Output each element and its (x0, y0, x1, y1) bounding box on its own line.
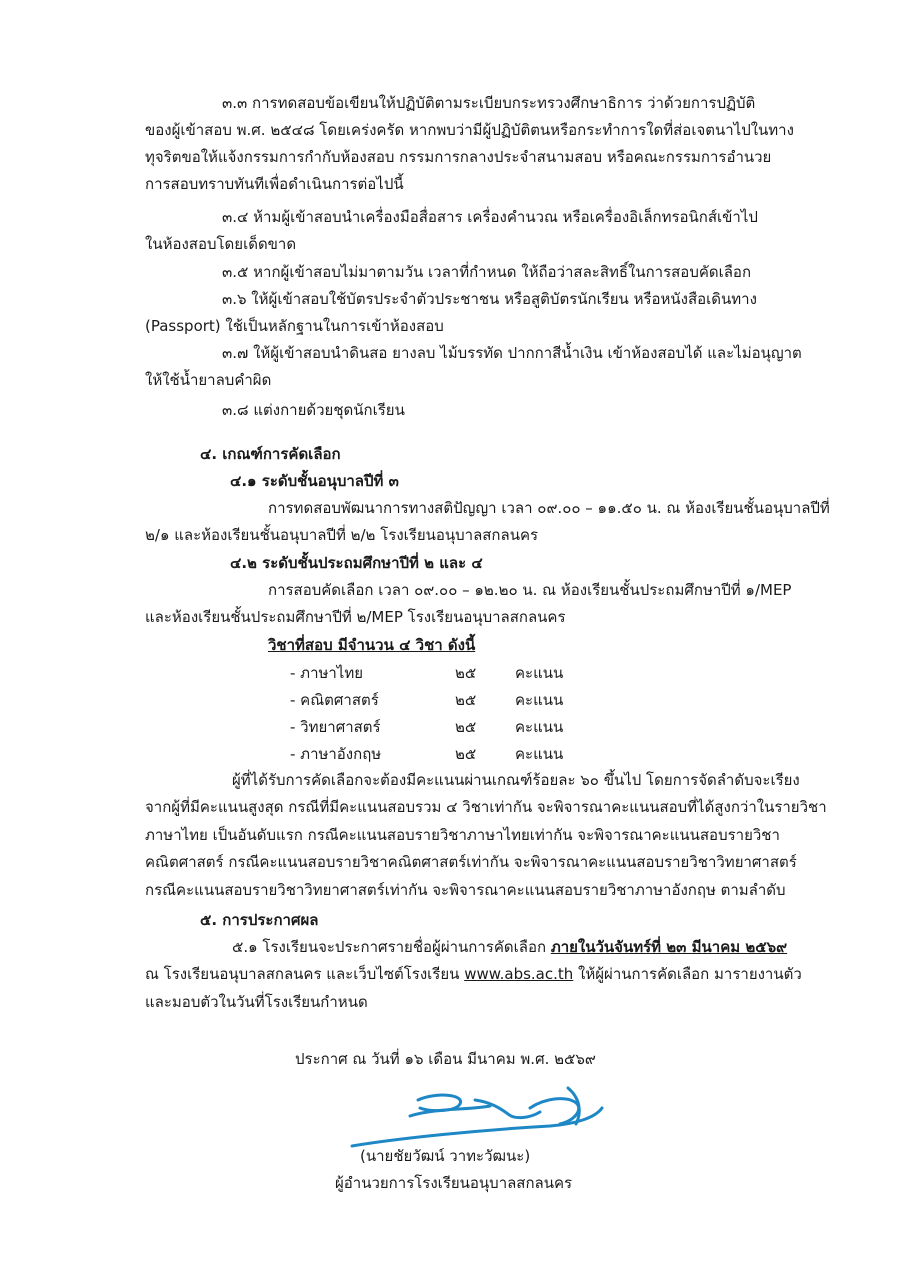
criteria-line-5: กรณีคะแนนสอบรายวิชาวิทยาศาสตร์เท่ากัน จะพิจารณาคะแนนสอบรายวิชาภาษาอังกฤษ ตามลำดับ (145, 881, 786, 899)
criteria-line-3: ภาษาไทย เป็นอันดับแรก กรณีคะแนนสอบรายวิชาภาษาไทยเท่ากัน จะพิจารณาคะแนนสอบรายวิชา (145, 826, 780, 844)
announce-date: ประกาศ ณ วันที่ ๑๖ เดือน มีนาคม พ.ศ. ๒๕๖๙ (295, 1050, 596, 1068)
item-3-5-line-1: ๓.๕ หากผู้เข้าสอบไม่มาตามวัน เวลาที่กำหนด ให้ถือว่าสละสิทธิ์ในการสอบคัดเลือก (222, 263, 752, 281)
item-3-3-line-3: ทุจริตขอให้แจ้งกรรมการกำกับห้องสอบ กรรมการกลางประจำสนามสอบ หรือคณะกรรมการอำนวย (145, 148, 772, 166)
subject-name: - วิทยาศาสตร์ (290, 718, 381, 736)
item-3-4-line-2: ในห้องสอบโดยเด็ดขาด (145, 235, 297, 253)
subject-score: ๒๕ (455, 664, 477, 682)
subject-score: ๒๕ (455, 691, 477, 709)
criteria-line-1: ผู้ที่ได้รับการคัดเลือกจะต้องมีคะแนนผ่านเกณฑ์ร้อยละ ๖๐ ขึ้นไป โดยการจัดลำดับจะเรียง (232, 771, 800, 789)
section-4-2-line-1: การสอบคัดเลือก เวลา ๐๙.๐๐ – ๑๒.๒๐ น. ณ ห้องเรียนชั้นประถมศึกษาปีที่ ๑/MEP (268, 581, 792, 599)
subject-score: ๒๕ (455, 718, 477, 736)
section-4-1-line-2: ๒/๑ และห้องเรียนชั้นอนุบาลปีที่ ๒/๒ โรงเรียนอนุบาลสกลนคร (145, 526, 539, 544)
subjects-list (290, 663, 590, 773)
signer-position: ผู้อำนวยการโรงเรียนอนุบาลสกลนคร (335, 1174, 573, 1192)
item-3-3-line-2: ของผู้เข้าสอบ พ.ศ. ๒๕๔๘ โดยเคร่งครัด หากพบว่ามีผู้ปฏิบัติตนหรือกระทำการใดที่ส่อเจตนาไปในทาง (145, 121, 794, 139)
item-3-6-line-1: ๓.๖ ให้ผู้เข้าสอบใช้บัตรประจำตัวประชาชน หรือสูติบัตรนักเรียน หรือหนังสือเดินทาง (222, 290, 757, 308)
item-3-7-line-1: ๓.๗ ให้ผู้เข้าสอบนำดินสอ ยางลบ ไม้บรรทัด ปากกาสีน้ำเงิน เข้าห้องสอบได้ และไม่อนุญาต (222, 344, 802, 362)
item-3-4-line-1: ๓.๔ ห้ามผู้เข้าสอบนำเครื่องมือสื่อสาร เครื่องคำนวณ หรือเครื่องอิเล็กทรอนิกส์เข้าไป (222, 208, 758, 226)
item-3-6-line-2: (Passport) ใช้เป็นหลักฐานในการเข้าห้องสอบ (145, 317, 444, 335)
subject-name: - คณิตศาสตร์ (290, 691, 379, 709)
section-5-heading: ๕. การประกาศผล (200, 911, 319, 929)
section-4-2-heading: ๔.๒ ระดับชั้นประถมศึกษาปีที่ ๒ และ ๔ (230, 554, 483, 572)
section-4-2-line-2: และห้องเรียนชั้นประถมศึกษาปีที่ ๒/MEP โรงเรียนอนุบาลสกลนคร (145, 608, 566, 626)
subjects-heading: วิชาที่สอบ มีจำนวน ๔ วิชา ดังนี้ (268, 636, 476, 654)
item-5-1-line-2 (145, 964, 802, 984)
section-4-heading: ๔. เกณฑ์การคัดเลือก (200, 445, 341, 463)
item-3-3-line-4: การสอบทราบทันทีเพื่อดำเนินการต่อไปนี้ (145, 175, 404, 193)
subject-score: ๒๕ (455, 745, 477, 763)
subject-unit: คะแนน (515, 691, 564, 709)
item-3-7-line-2: ให้ใช้น้ำยาลบคำผิด (145, 371, 272, 389)
subject-name: - ภาษาอังกฤษ (290, 745, 382, 763)
section-4-1-line-1: การทดสอบพัฒนาการทางสติปัญญา เวลา ๐๙.๐๐ – ๑๑.๕๐ น. ณ ห้องเรียนชั้นอนุบาลปีที่ (268, 499, 830, 517)
signer-name: (นายชัยวัฒน์ วาทะวัฒนะ) (360, 1147, 531, 1165)
item-3-3-line-1: ๓.๓ การทดสอบข้อเขียนให้ปฏิบัติตามระเบียบกระทรวงศึกษาธิการ ว่าด้วยการปฏิบัติ (222, 94, 756, 112)
announcement-date: ภายในวันจันทร์ที่ ๒๓ มีนาคม ๒๕๖๙ (550, 938, 788, 956)
subject-unit: คะแนน (515, 745, 564, 763)
item-5-1-line-1 (232, 937, 787, 957)
criteria-line-2: จากผู้ที่มีคะแนนสูงสุด กรณีที่มีคะแนนสอบรวม ๔ วิชาเท่ากัน จะพิจารณาคะแนนสอบที่ได้สูงกว่าในรายวิชา (145, 798, 827, 816)
item-3-8-line-1: ๓.๘ แต่งกายด้วยชุดนักเรียน (222, 401, 405, 419)
subject-name: - ภาษาไทย (290, 664, 364, 682)
item-5-1-text: ๕.๑ โรงเรียนจะประกาศรายชื่อผู้ผ่านการคัดเลือก (232, 938, 551, 956)
criteria-line-4: คณิตศาสตร์ กรณีคะแนนสอบรายวิชาคณิตศาสตร์เท่ากัน จะพิจารณาคะแนนสอบรายวิชาวิทยาศาสตร์ (145, 853, 797, 871)
item-5-1-line-3: และมอบตัวในวันที่โรงเรียนกำหนด (145, 993, 368, 1011)
subject-unit: คะแนน (515, 664, 564, 682)
section-4-1-heading: ๔.๑ ระดับชั้นอนุบาลปีที่ ๓ (230, 472, 399, 490)
subject-unit: คะแนน (515, 718, 564, 736)
item-5-1-venue: ณ โรงเรียนอนุบาลสกลนคร และเว็บไซต์โรงเรียน (145, 965, 465, 983)
website-link[interactable]: www.abs.ac.th (464, 965, 574, 983)
item-5-1-report: ให้ผู้ผ่านการคัดเลือก มารายงานตัว (573, 965, 802, 983)
